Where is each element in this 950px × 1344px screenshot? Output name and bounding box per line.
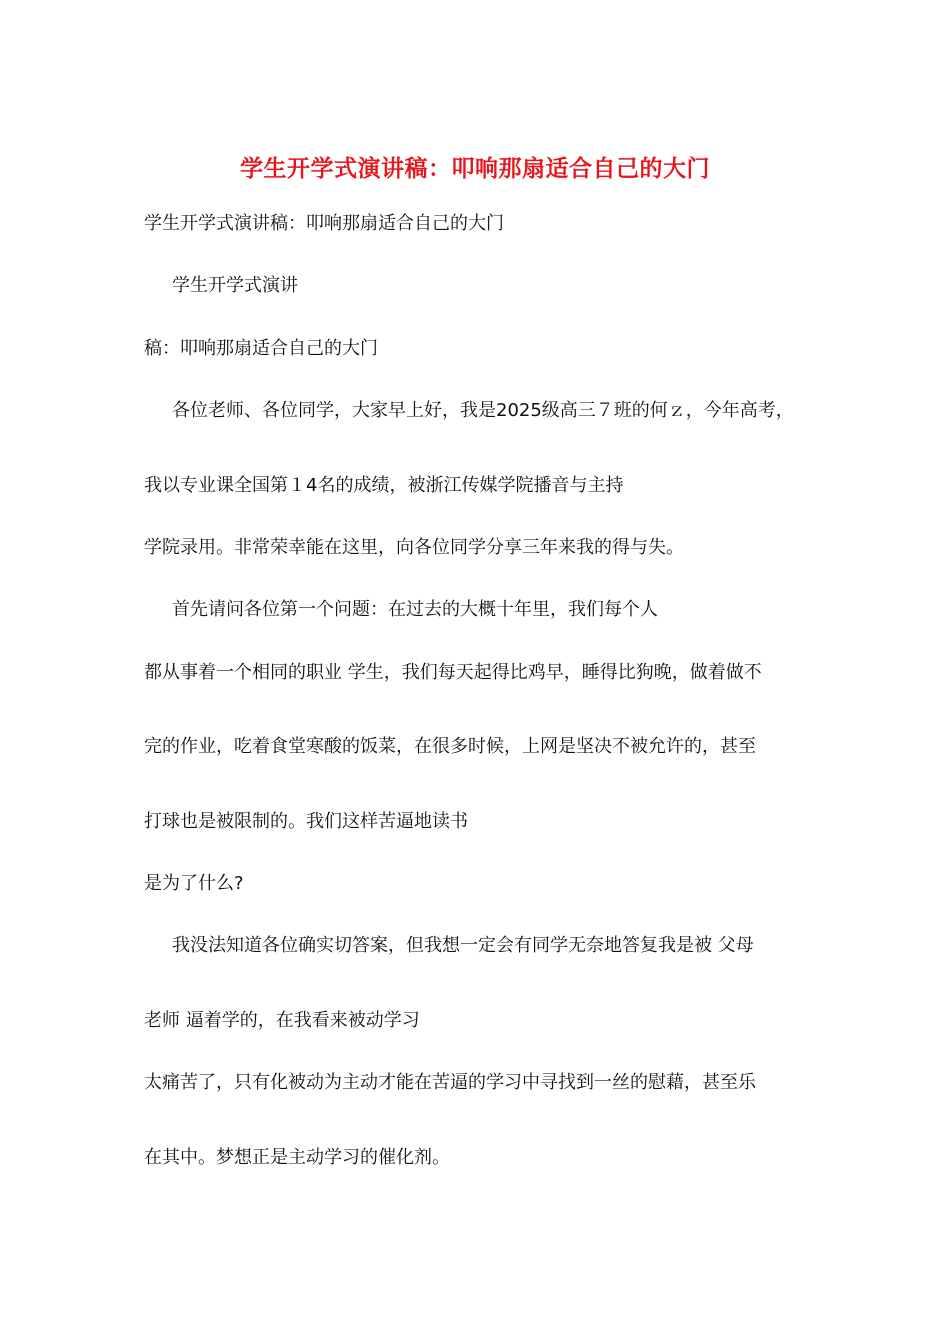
body-line: 太痛苦了，只有化被动为主动才能在苦逼的学习中寻找到一丝的慰藉，甚至乐 bbox=[144, 1072, 756, 1093]
body-line: 首先请问各位第一个问题：在过去的大概十年里，我们每个人 bbox=[172, 599, 658, 620]
body-line: 各位老师、各位同学，大家早上好，我是2025级高三７班的何ｚ，今年高考， bbox=[172, 400, 794, 421]
body-line: 在其中。梦想正是主动学习的催化剂。 bbox=[144, 1147, 450, 1168]
body-line: 学院录用。非常荣幸能在这里，向各位同学分享三年来我的得与失。 bbox=[144, 537, 684, 558]
body-line: 稿：叩响那扇适合自己的大门 bbox=[144, 338, 378, 359]
body-line: 我没法知道各位确实切答案，但我想一定会有同学无奈地答复我是被 父母 bbox=[172, 935, 754, 956]
body-line: 完的作业，吃着食堂寒酸的饭菜，在很多时候，上网是坚决不被允许的，甚至 bbox=[144, 736, 756, 757]
body-line: 都从事着一个相同的职业 学生，我们每天起得比鸡早，睡得比狗晚，做着做不 bbox=[144, 662, 762, 683]
body-line: 打球也是被限制的。我们这样苦逼地读书 bbox=[144, 811, 468, 832]
body-line: 老师 逼着学的，在我看来被动学习 bbox=[144, 1010, 420, 1031]
body-line: 是为了什么? bbox=[144, 873, 244, 894]
body-line: 学生开学式演讲 bbox=[172, 275, 298, 296]
document-title: 学生开学式演讲稿：叩响那扇适合自己的大门 bbox=[240, 155, 710, 182]
body-line: 我以专业课全国第１4名的成绩，被浙江传媒学院播音与主持 bbox=[144, 475, 624, 496]
body-line: 学生开学式演讲稿：叩响那扇适合自己的大门 bbox=[144, 213, 504, 234]
